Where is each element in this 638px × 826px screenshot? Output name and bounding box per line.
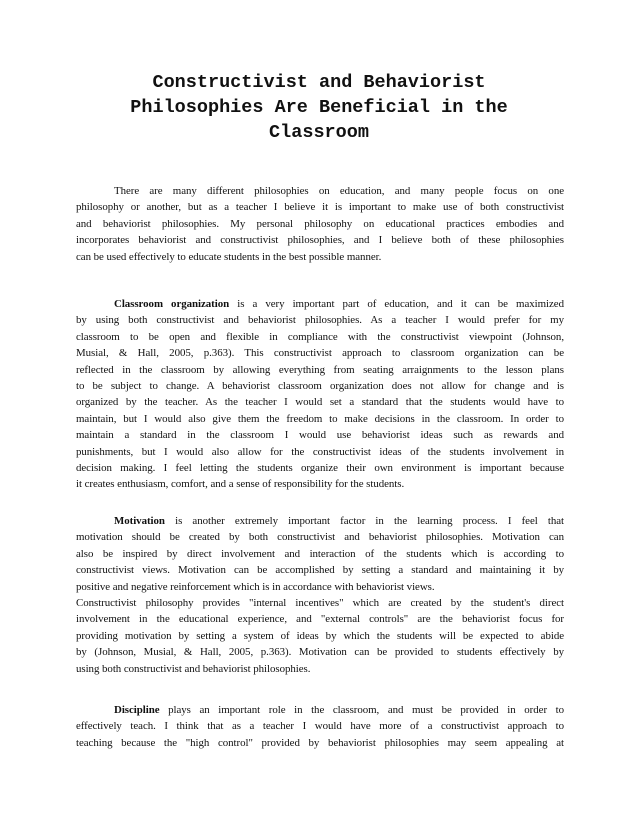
text-line: maintain a standard in the classroom I would use behaviorist ideas such as rewards and [76,429,564,442]
text-line: reflected in the classroom by allowing everything from seating arraignments to the lesson plans [76,363,564,376]
text-line: also be inspired by direct involvement and interaction of the students which is according to [76,547,564,560]
text-line [76,702,564,718]
text-line: decision making. I feel letting the students organize their own environment is important because [76,462,564,475]
text-line: can be used effectively to educate students in the best possible manner. [76,250,382,263]
section-lead-term: Classroom organization [114,298,230,310]
text-line [76,513,564,529]
text-line: constructivist views. Motivation can be accomplished by setting a standard and maintaining it by [76,564,564,577]
text-line: philosophy or another, but as a teacher I believe it is important to make use of both constructivist [76,201,564,214]
text-line: organized by the teacher. As the teacher I would set a standard that the students would have to [76,396,564,409]
section-lead-term: Discipline [114,704,160,716]
text-line: providing motivation by setting a system of ideas by which the students will be expected to abide [76,629,564,642]
text-line: and behaviorist philosophies. My personal philosophy on educational practices embodies and [76,217,564,230]
text-line: Musial, & Hall, 2005, p.363). This constructivist approach to classroom organization can be [76,347,564,360]
text-line: by using both constructivist and behaviorist philosophies. As a teacher I would prefer for my [76,314,564,327]
text-fragment: is another extremely important factor in the learning process. I feel that [164,515,564,527]
text-line: using both constructivist and behaviorist philosophies. [76,662,311,675]
text-line: involvement in the educational experience, and "external controls" are the behaviorist focus for [76,613,564,626]
title-line: Philosophies Are Beneficial in the [130,97,508,118]
text-line: classroom to be open and flexible in compliance with the constructivist viewpoint (Johnson, [76,330,564,343]
classroom-organization-paragraph [76,296,564,493]
motivation-paragraph [76,513,564,677]
text-line: by (Johnson, Musial, & Hall, 2005, p.363). Motivation can be provided to students effectively by [76,646,564,659]
text-line: There are many different philosophies on education, and many people focus on one [114,185,564,197]
text-line: motivation should be created by both constructivist and behaviorist philosophies. Motivation can [76,531,564,544]
document-title [70,70,568,145]
discipline-paragraph [76,702,564,751]
text-line: positive and negative reinforcement which is in accordance with behaviorist views. [76,580,435,593]
title-line: Constructivist and Behaviorist [152,72,486,93]
text-line: Constructivist philosophy provides "internal incentives" which are created by the student's direct [76,597,564,610]
text-fragment: is a very important part of education, and it can be maximized [229,298,564,310]
text-line: effectively teach. I think that as a teacher I would have more of a constructivist approach to [76,720,564,733]
title-line: Classroom [269,122,369,143]
text-line: maintain, but I would also give them the freedom to make decisions in the classroom. In order to [76,412,564,425]
text-line: incorporates behaviorist and constructivist philosophies, and I believe both of these philosophies [76,234,564,247]
text-line: punishments, but I would also allow for the constructivist ideas of the students involvement in [76,445,564,458]
text-line: to be subject to change. A behaviorist classroom organization does not allow for change and is [76,380,564,393]
text-line [76,296,564,312]
text-line: it creates enthusiasm, comfort, and a sense of responsibility for the students. [76,478,405,491]
text-fragment: plays an important role in the classroom, and must be provided in order to [159,704,564,716]
text-line: teaching because the "high control" provided by behaviorist philosophies may seem appealing at [76,736,564,749]
section-lead-term: Motivation [114,515,165,527]
intro-paragraph [76,183,564,265]
